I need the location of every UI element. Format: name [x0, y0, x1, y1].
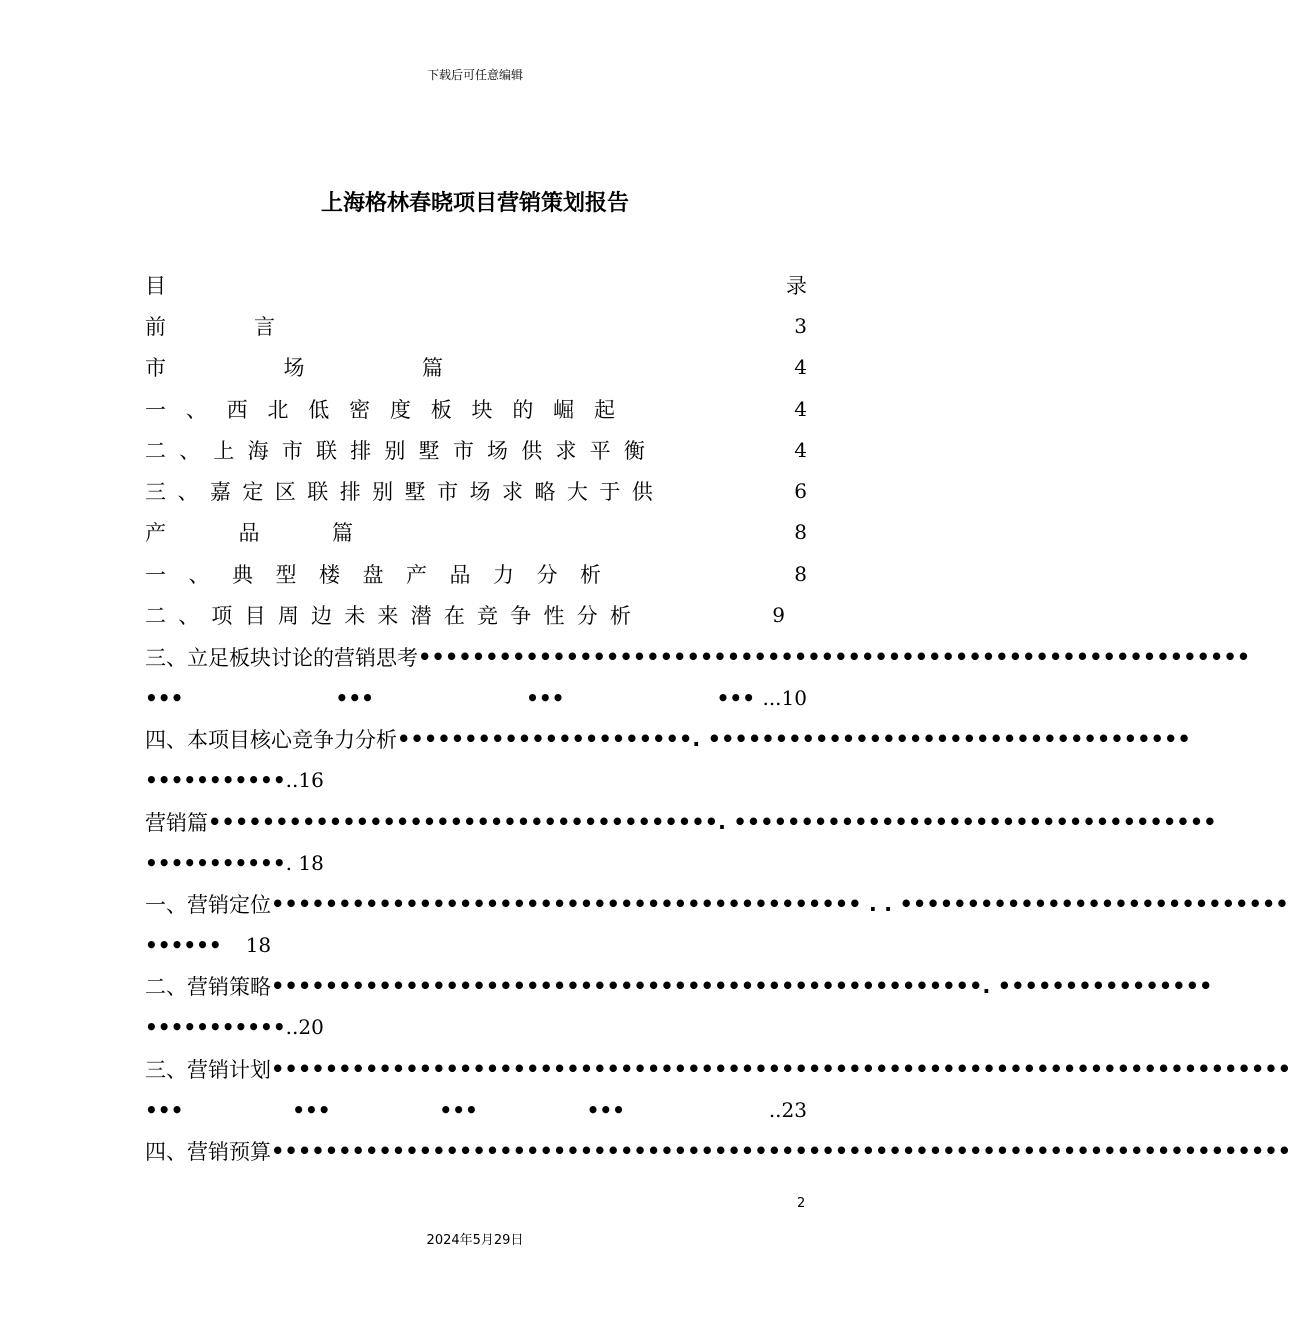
toc-leader: ••••••••••••••••••••••••••••••••••••••••••••••••••••••••••••••••••••••••••••	[271, 1057, 1291, 1081]
toc-entry-continuation: ••• ••• ••• ••• ..23	[145, 1098, 807, 1122]
toc-leader: ••••••••••••••••••••••••••••••••••••••••••••••••••••••••••••••••••••••••••••	[271, 1139, 1291, 1163]
toc-entry[interactable]	[145, 642, 1251, 672]
toc-entry-page: 9	[772, 603, 785, 627]
toc-entry-continuation: ••• ••• ••• ••• ...10	[145, 686, 807, 710]
toc-entry-page: 18	[245, 933, 272, 957]
toc-entry-page: 8	[794, 562, 807, 586]
toc-entry[interactable]	[145, 559, 807, 589]
toc-entry-label: 二 、 上 海 市 联 排 别 墅 市 场 供 求 平 衡	[145, 439, 645, 463]
toc-entry-continuation	[145, 765, 807, 795]
toc-leader: ••••••••••••••••••••••••••••••••••••••••••••••••••••••••••••••	[418, 645, 1251, 669]
page-header: 下载后可任意编辑	[426, 68, 523, 82]
toc-entry-page: 8	[794, 520, 807, 544]
toc-leader: •••••••••••	[145, 768, 286, 792]
page-number: 2	[797, 1196, 806, 1211]
toc-entry[interactable]	[145, 352, 807, 382]
toc-entry-label: 前 言	[145, 315, 275, 339]
document-title: 上海格林春晓项目营销策划报告	[320, 191, 629, 216]
toc-entry-page: 6	[794, 479, 807, 503]
toc-entry[interactable]	[145, 1054, 1291, 1084]
toc-entry-label: 一 、 西 北 低 密 度 板 块 的 崛 起	[145, 398, 615, 422]
toc-leader: ••••••••••••••••••••••••••••••••••••••. ••••••••••••••••••••••••••••••••••••	[208, 810, 1217, 834]
toc-heading-left: 目	[145, 274, 166, 298]
toc-entry-page: ...10	[762, 686, 807, 710]
toc-entry-continuation	[145, 1012, 807, 1042]
toc-entry-label: 三、立足板块讨论的营销思考	[145, 646, 418, 670]
toc-entry-label: 一、营销定位	[145, 893, 271, 917]
toc-entry-page: 4	[794, 355, 807, 379]
toc-entry[interactable]	[145, 889, 1289, 919]
toc-heading-right: 录	[786, 274, 807, 298]
toc-entry-label: 市 场 篇	[145, 356, 443, 380]
toc-entry-page: ..20	[285, 1015, 324, 1039]
toc-entry-label: 营销篇	[145, 811, 208, 835]
toc-entry[interactable]	[145, 476, 807, 506]
toc-entry[interactable]	[145, 311, 807, 341]
toc-entry[interactable]	[145, 1136, 1291, 1166]
toc-leader: •••••••••••	[145, 851, 286, 875]
page-footer-date: 2024年5月29日	[426, 1233, 524, 1248]
toc-entry-label: 产 品 篇	[145, 521, 353, 545]
toc-leader: •••••••••••••••••••••••••••••••••••••••••••••••••••••. ••••••••••••••••	[271, 974, 1213, 998]
toc-leader: ••••••	[145, 933, 222, 957]
toc-entry-label: 二、营销策略	[145, 975, 271, 999]
toc-entry-label: 四、营销预算	[145, 1140, 271, 1164]
toc-entry[interactable]	[145, 394, 807, 424]
toc-heading	[145, 270, 807, 300]
toc-entry-continuation	[145, 930, 807, 960]
toc-entry[interactable]	[145, 971, 1213, 1001]
toc-entry-page: 3	[794, 314, 807, 338]
toc-entry-label: 一 、 典 型 楼 盘 产 品 力 分 析	[145, 563, 601, 587]
toc-entry-label: 二 、 项 目 周 边 未 来 潜 在 竞 争 性 分 析	[145, 604, 631, 628]
toc-entry[interactable]	[145, 600, 785, 630]
toc-entry-page: ..16	[285, 768, 324, 792]
toc-entry[interactable]	[145, 435, 807, 465]
toc-entry-page: 4	[794, 438, 807, 462]
toc-entry-label: 三、营销计划	[145, 1058, 271, 1082]
toc-entry[interactable]	[145, 517, 807, 547]
toc-leader: •••••••••••••••••••••••••••••••••••••••••••• . . •••••••••••••••••••••••••••••	[271, 892, 1289, 916]
toc-entry-continuation	[145, 848, 807, 878]
toc-entry-page: . 18	[285, 851, 324, 875]
toc-leader: ••••••••••••••••••••••. ••••••••••••••••••••••••••••••••••••	[397, 727, 1191, 751]
toc-entry[interactable]	[145, 807, 1217, 837]
toc-leader: •••••••••••	[145, 1015, 286, 1039]
toc-entry-label: 三 、 嘉 定 区 联 排 别 墅 市 场 求 略 大 于 供	[145, 480, 653, 504]
toc-entry[interactable]	[145, 724, 1191, 754]
toc-entry-label: 四、本项目核心竞争力分析	[145, 728, 397, 752]
toc-entry-page: 4	[794, 397, 807, 421]
toc-entry-page: ..23	[768, 1098, 807, 1122]
